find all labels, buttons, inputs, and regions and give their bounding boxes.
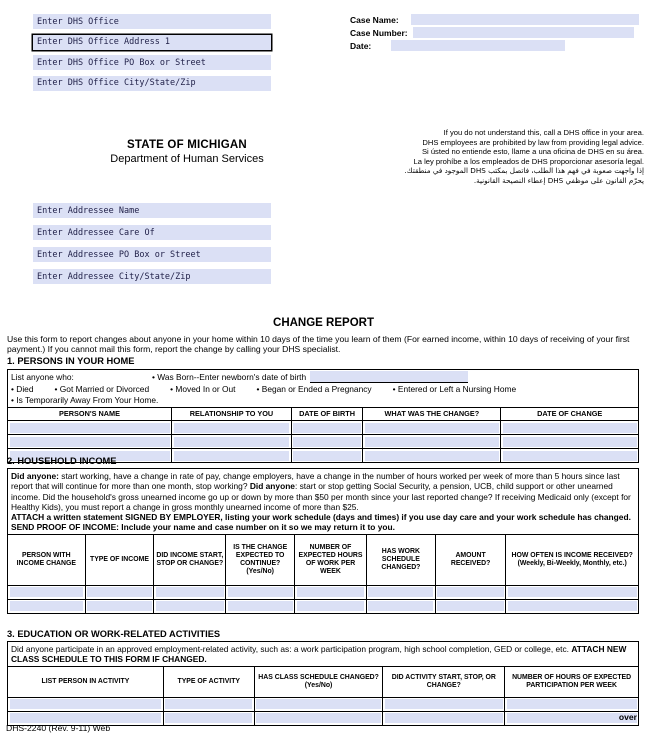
table-cell[interactable]: [85, 585, 154, 599]
table-cell[interactable]: [154, 599, 226, 613]
table-cell[interactable]: [8, 435, 172, 449]
over-label: over: [618, 712, 637, 722]
table-cell[interactable]: [291, 435, 362, 449]
column-header: HAS WORK SCHEDULE CHANGED?: [366, 534, 435, 585]
addressee-block: [33, 203, 271, 291]
section1-instructions: [7, 369, 639, 407]
table-cell[interactable]: [295, 585, 367, 599]
table-cell[interactable]: [8, 585, 86, 599]
section3: [7, 641, 639, 726]
column-header: TYPE OF INCOME: [85, 534, 154, 585]
column-header: PERSON'S NAME: [8, 408, 172, 421]
table-cell[interactable]: [295, 599, 367, 613]
column-header: DID INCOME START, STOP OR CHANGE?: [154, 534, 226, 585]
section2-instructions: [7, 468, 639, 534]
bullet-married-divorced: • Got Married or Divorced: [55, 384, 150, 395]
table-cell[interactable]: [85, 599, 154, 613]
table-cell[interactable]: [226, 585, 295, 599]
agency-heading: [62, 139, 312, 165]
column-header: IS THE CHANGE EXPECTED TO CONTINUE? (Yes/No): [226, 534, 295, 585]
income-text-2: : start or stop getting Social Security, a pension, UCB, child support or other unearned income. Did the household's gross unearned income go up or down by more than $50 per month since your last reported change? If receiving Medicaid only (except for Healthy Kids), you must report a change in gross monthly unearned income of more than $25.: [11, 481, 631, 512]
bullet-pregnancy: • Began or Ended a Pregnancy: [256, 384, 371, 395]
section2-title: 2. HOUSEHOLD INCOME: [7, 456, 117, 466]
column-header: NUMBER OF HOURS OF EXPECTED PARTICIPATION PER WEEK: [505, 666, 639, 697]
section2: [7, 468, 639, 614]
date-input[interactable]: [391, 40, 565, 51]
case-number-input[interactable]: [413, 27, 634, 38]
persons-table: [7, 407, 639, 463]
column-header: HAS CLASS SCHEDULE CHANGED? (Yes/No): [254, 666, 383, 697]
state-of-michigan-title: STATE OF MICHIGAN: [127, 139, 247, 151]
notice-line-en-2: DHS employees are prohibited by law from providing legal advice.: [422, 137, 644, 147]
table-cell[interactable]: [505, 697, 639, 711]
table-cell[interactable]: [291, 449, 362, 463]
attach-schedule-bold: ATTACH NEW CLASS SCHEDULE TO THIS FORM IF CHANGED.: [11, 644, 627, 665]
case-name-label: Case Name:: [350, 14, 399, 25]
table-cell[interactable]: [363, 435, 501, 449]
table-cell[interactable]: [506, 599, 639, 613]
date-label: Date:: [350, 40, 372, 51]
form-number: DHS-2240 (Rev. 9-11) Web: [6, 723, 111, 733]
column-header: LIST PERSON IN ACTIVITY: [8, 666, 164, 697]
table-cell[interactable]: [8, 697, 164, 711]
section1-title: 1. PERSONS IN YOUR HOME: [7, 356, 135, 366]
dhs-office-name-field[interactable]: Enter DHS Office: [33, 14, 271, 29]
bullet-died: • Died: [11, 384, 34, 395]
did-anyone-bold-1: Did anyone:: [11, 471, 59, 481]
table-cell[interactable]: [291, 421, 362, 435]
table-cell[interactable]: [363, 421, 501, 435]
column-header: RELATIONSHIP TO YOU: [172, 408, 292, 421]
table-cell[interactable]: [8, 599, 86, 613]
table-row: [8, 697, 639, 711]
table-cell[interactable]: [226, 599, 295, 613]
bullet-moved: • Moved In or Out: [170, 384, 235, 395]
addressee-care-of-field[interactable]: Enter Addressee Care Of: [33, 225, 271, 240]
table-cell[interactable]: [154, 585, 226, 599]
table-cell[interactable]: [172, 421, 292, 435]
case-info-block: [350, 13, 639, 52]
table-cell[interactable]: [163, 697, 254, 711]
table-row: [8, 585, 639, 599]
case-name-input[interactable]: [411, 14, 639, 25]
table-cell[interactable]: [501, 449, 639, 463]
table-cell[interactable]: [254, 711, 383, 725]
column-header: DID ACTIVITY START, STOP, OR CHANGE?: [383, 666, 505, 697]
table-cell[interactable]: [506, 585, 639, 599]
column-header: HOW OFTEN IS INCOME RECEIVED? (Weekly, Bi-Weekly, Monthly, etc.): [506, 534, 639, 585]
send-proof-text: SEND PROOF OF INCOME: Include your name and case number on it so we may return it to you.: [11, 522, 395, 533]
table-cell[interactable]: [383, 711, 505, 725]
table-cell[interactable]: [501, 435, 639, 449]
notice-line-es-1: Si ústed no entiende esto, llame a una oficina de DHS en su área.: [421, 147, 644, 157]
notice-line-ar-2: يحرّم القانون على موظفي DHS إعطاء النصيحة القانونية.: [473, 175, 644, 185]
notice-line-es-2: La ley prohíbe a los empleados de DHS proporcionar asesoría legal.: [413, 156, 644, 166]
table-cell[interactable]: [435, 599, 506, 613]
column-header: DATE OF CHANGE: [501, 408, 639, 421]
table-cell[interactable]: [163, 711, 254, 725]
table-cell[interactable]: [8, 421, 172, 435]
bullet-temporarily-away: • Is Temporarily Away From Your Home.: [11, 395, 158, 405]
income-text-1: start working, have a change in rate of pay, change employers, have a change in the number of hours worked per week of more than 5 hours since last report that will continue for more than one month, stop working?: [11, 471, 620, 492]
list-anyone-label: List anyone who:: [11, 372, 74, 382]
table-row: [8, 599, 639, 613]
dhs-office-address1-field[interactable]: Enter DHS Office Address 1: [33, 35, 271, 50]
dhs-office-address-block: [33, 14, 271, 96]
table-cell[interactable]: [383, 697, 505, 711]
table-row: [8, 421, 639, 435]
section1: [7, 369, 639, 463]
addressee-citystatezip-field[interactable]: Enter Addressee City/State/Zip: [33, 269, 271, 284]
table-cell[interactable]: [254, 697, 383, 711]
column-header: DATE OF BIRTH: [291, 408, 362, 421]
table-cell[interactable]: [366, 585, 435, 599]
addressee-street-field[interactable]: Enter Addressee PO Box or Street: [33, 247, 271, 262]
activities-table: [7, 666, 639, 726]
table-cell[interactable]: [435, 585, 506, 599]
dhs-office-street-field[interactable]: Enter DHS Office PO Box or Street: [33, 55, 271, 70]
table-cell[interactable]: [172, 449, 292, 463]
section3-instructions: [7, 641, 639, 666]
addressee-name-field[interactable]: Enter Addressee Name: [33, 203, 271, 218]
table-cell[interactable]: [172, 435, 292, 449]
section3-title: 3. EDUCATION OR WORK-RELATED ACTIVITIES: [7, 629, 221, 639]
page-title: CHANGE REPORT: [273, 317, 374, 329]
column-header: PERSON WITH INCOME CHANGE: [8, 534, 86, 585]
income-table: [7, 534, 639, 614]
bullet-was-born: • Was Born--Enter newborn's date of birth: [152, 372, 306, 383]
legal-notice: [304, 128, 644, 186]
column-header: TYPE OF ACTIVITY: [163, 666, 254, 697]
department-title: Department of Human Services: [110, 153, 264, 165]
table-cell[interactable]: [501, 421, 639, 435]
notice-line-ar-1: إذا واجهت صعوبة في فهم هذا الطلب، فاتصل بمكتب DHS الموجود في منطقتك.: [404, 166, 644, 176]
bullet-nursing-home: • Entered or Left a Nursing Home: [393, 384, 517, 395]
column-header: NUMBER OF EXPECTED HOURS OF WORK PER WEEK: [295, 534, 367, 585]
did-anyone-bold-2: Did anyone: [249, 481, 295, 492]
activity-text: Did anyone participate in an approved employment-related activity, such as: a work participation program, high school completion, GED or college, etc.: [11, 644, 572, 654]
case-number-label: Case Number:: [350, 27, 408, 38]
table-cell[interactable]: [366, 599, 435, 613]
attach-statement-text: ATTACH a written statement SIGNED BY EMPLOYER, listing your work schedule (days and times) if you use day care and your work schedule has changed.: [11, 512, 631, 523]
table-cell[interactable]: [363, 449, 501, 463]
intro-paragraph: Use this form to report changes about anyone in your home within 10 days of the time you learn of them (For earned income, within 10 days of receiving of your first payment.) If you cannot mail this form, report the change by calling your DHS specialist.: [7, 334, 630, 354]
column-header: WHAT WAS THE CHANGE?: [363, 408, 501, 421]
notice-line-en-1: If you do not understand this, call a DHS office in your area.: [443, 128, 644, 137]
column-header: AMOUNT RECEIVED?: [435, 534, 506, 585]
newborn-dob-field[interactable]: [310, 371, 468, 383]
table-row: [8, 435, 639, 449]
dhs-office-citystatezip-field[interactable]: Enter DHS Office City/State/Zip: [33, 76, 271, 91]
